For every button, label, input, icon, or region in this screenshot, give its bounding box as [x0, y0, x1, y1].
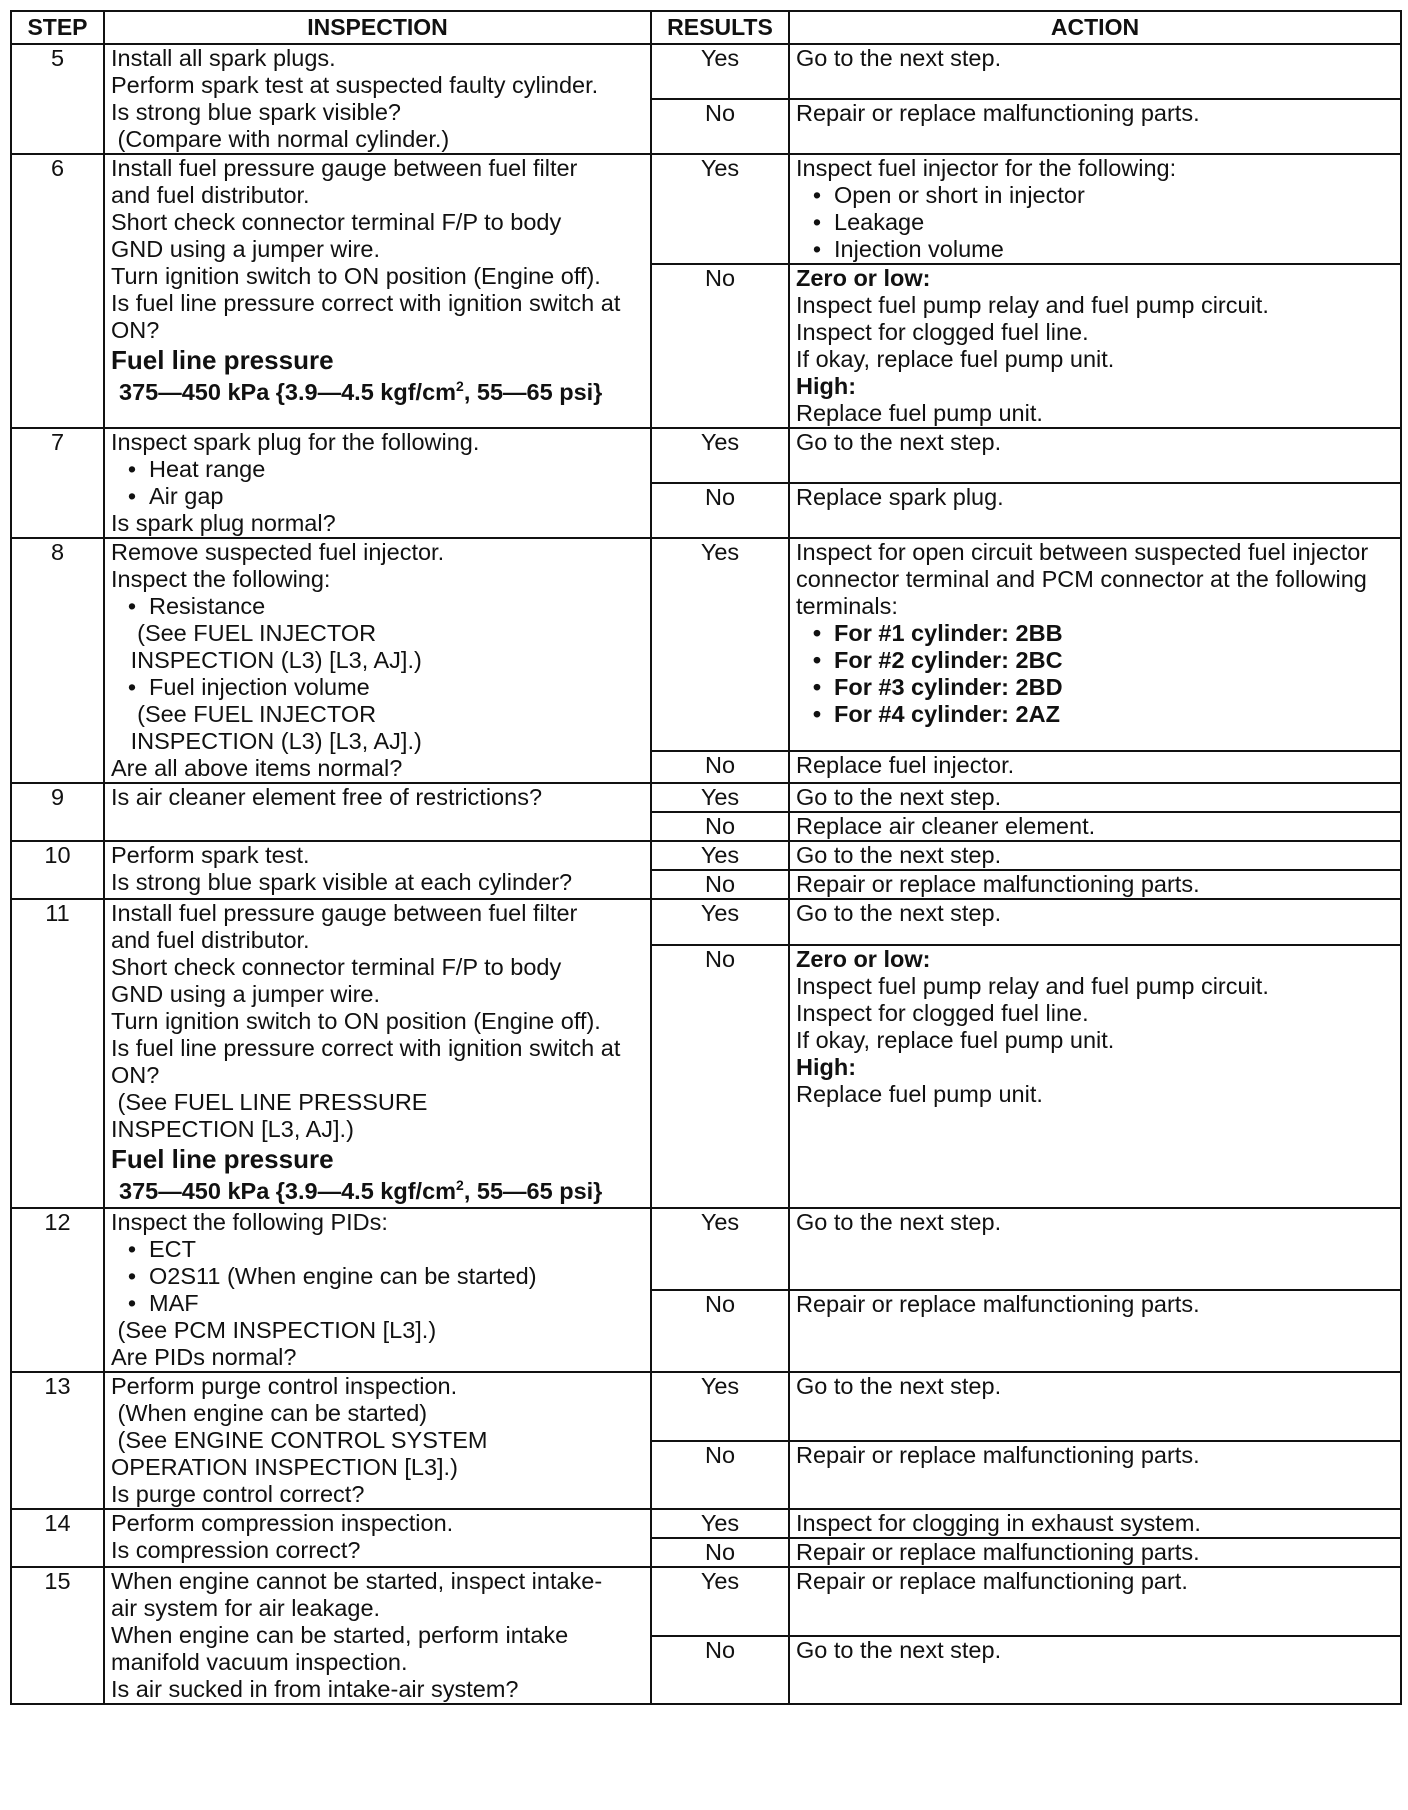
- action-no: [789, 1441, 1401, 1510]
- inspection-cell: [104, 1372, 651, 1509]
- text-line: Is strong blue spark visible at each cylinder?: [111, 869, 573, 895]
- text-line: (See FUEL INJECTOR: [111, 701, 377, 727]
- step-number: 7: [11, 428, 104, 538]
- action-no: [789, 870, 1401, 899]
- text-line: Inspect for open circuit between suspected fuel injector: [796, 539, 1369, 565]
- action-yes: [789, 1208, 1401, 1290]
- step-number: 5: [11, 44, 104, 154]
- text-line: Replace spark plug.: [796, 484, 1004, 510]
- bullet-item: • Heat range: [111, 456, 644, 483]
- text-line: Is spark plug normal?: [111, 510, 336, 536]
- step-number: 6: [11, 154, 104, 428]
- text-line: Are PIDs normal?: [111, 1344, 297, 1370]
- text-line: Is air cleaner element free of restrictions?: [111, 784, 543, 810]
- step-number: 9: [11, 783, 104, 841]
- text-line: Are all above items normal?: [111, 755, 403, 781]
- result-no: No: [651, 945, 789, 1208]
- step-number: 10: [11, 841, 104, 899]
- text-line: Replace fuel injector.: [796, 751, 1015, 778]
- text-line: Is air sucked in from intake-air system?: [111, 1676, 519, 1702]
- action-yes: [789, 428, 1401, 483]
- bullet-item: • For #2 cylinder: 2BC: [796, 647, 1394, 674]
- text-line: Perform spark test at suspected faulty cylinder.: [111, 72, 599, 98]
- text-line: Short check connector terminal F/P to body: [111, 954, 562, 980]
- inspection-cell: [104, 538, 651, 783]
- table-row: [11, 1372, 1401, 1441]
- result-yes: Yes: [651, 841, 789, 870]
- table-row: [11, 841, 1401, 870]
- text-line: Inspect the following:: [111, 566, 331, 592]
- text-line: Go to the next step.: [796, 429, 1002, 455]
- text-line: INSPECTION (L3) [L3, AJ].): [111, 647, 422, 673]
- subheading: Zero or low:: [796, 265, 931, 291]
- text-line: Repair or replace malfunctioning parts.: [796, 871, 1200, 897]
- text-line: Turn ignition switch to ON position (Engine off).: [111, 1008, 601, 1034]
- step-number: 8: [11, 538, 104, 783]
- text-line: Inspect fuel injector for the following:: [796, 155, 1177, 181]
- bullet-item: • For #1 cylinder: 2BB: [796, 620, 1394, 647]
- text-line: (Compare with normal cylinder.): [111, 126, 450, 152]
- table-row: [11, 783, 1401, 812]
- text-line: Is purge control correct?: [111, 1481, 365, 1507]
- text-line: Repair or replace malfunctioning parts.: [796, 1441, 1200, 1468]
- text-line: (See ENGINE CONTROL SYSTEM: [111, 1427, 488, 1453]
- result-yes: Yes: [651, 1509, 789, 1538]
- text-line: Perform compression inspection.: [111, 1510, 454, 1536]
- bullet-item: • Fuel injection volume: [111, 674, 644, 701]
- bullet-item: • Open or short in injector: [796, 182, 1394, 209]
- bullet-item: • Leakage: [796, 209, 1394, 236]
- pressure-spec: 375—450 kPa {3.9—4.5 kgf/$cm^2$, 55—65 psi}: [119, 1177, 603, 1204]
- action-no: [789, 264, 1401, 428]
- result-yes: Yes: [651, 1372, 789, 1441]
- inspection-cell: [104, 1208, 651, 1372]
- header-action: ACTION: [789, 11, 1401, 44]
- table-row: [11, 154, 1401, 264]
- result-no: No: [651, 870, 789, 899]
- bullet-item: • ECT: [111, 1236, 644, 1263]
- bullet-item: • MAF: [111, 1290, 644, 1317]
- action-yes: [789, 783, 1401, 812]
- inspection-cell: [104, 899, 651, 1208]
- text-line: Inspect for clogged fuel line.: [796, 319, 1089, 345]
- text-line: terminals:: [796, 593, 898, 619]
- text-line: Turn ignition switch to ON position (Engine off).: [111, 263, 601, 289]
- text-line: (See FUEL INJECTOR: [111, 620, 377, 646]
- text-line: Is compression correct?: [111, 1537, 361, 1563]
- table-header: [11, 11, 1401, 44]
- action-no: [789, 751, 1401, 783]
- bullet-item: • Injection volume: [796, 236, 1394, 263]
- text-line: INSPECTION [L3, AJ].): [111, 1116, 354, 1142]
- result-yes: Yes: [651, 44, 789, 99]
- step-number: 15: [11, 1567, 104, 1704]
- text-line: GND using a jumper wire.: [111, 236, 381, 262]
- action-no: [789, 483, 1401, 538]
- result-yes: Yes: [651, 899, 789, 945]
- spec-heading: Fuel line pressure: [111, 1144, 334, 1174]
- text-line: Install fuel pressure gauge between fuel filter: [111, 155, 578, 181]
- text-line: Repair or replace malfunctioning part.: [796, 1568, 1188, 1594]
- text-line: Go to the next step.: [796, 45, 1002, 71]
- text-line: ON?: [111, 317, 160, 343]
- text-line: OPERATION INSPECTION [L3].): [111, 1454, 458, 1480]
- text-line: Repair or replace malfunctioning parts.: [796, 1539, 1200, 1565]
- text-line: Inspect fuel pump relay and fuel pump circuit.: [796, 292, 1269, 318]
- result-no: No: [651, 264, 789, 428]
- text-line: and fuel distributor.: [111, 927, 310, 953]
- text-line: Go to the next step.: [796, 900, 1002, 926]
- table-row: [11, 538, 1401, 751]
- result-yes: Yes: [651, 783, 789, 812]
- action-no: [789, 1538, 1401, 1567]
- inspection-cell: [104, 1509, 651, 1567]
- inspection-cell: [104, 1567, 651, 1704]
- subheading: Zero or low:: [796, 946, 931, 973]
- inspection-cell: [104, 154, 651, 428]
- spec-heading: Fuel line pressure: [111, 345, 334, 375]
- text-line: Is strong blue spark visible?: [111, 99, 401, 125]
- text-line: Is fuel line pressure correct with ignition switch at: [111, 1035, 621, 1061]
- action-yes: [789, 154, 1401, 264]
- text-line: (When engine can be started): [111, 1400, 428, 1426]
- text-line: When engine cannot be started, inspect intake-: [111, 1568, 603, 1594]
- action-yes: [789, 841, 1401, 870]
- result-yes: Yes: [651, 538, 789, 751]
- text-line: Repair or replace malfunctioning parts.: [796, 100, 1200, 126]
- bullet-item: • For #4 cylinder: 2AZ: [796, 701, 1394, 728]
- text-line: Replace air cleaner element.: [796, 813, 1096, 839]
- text-line: Short check connector terminal F/P to body: [111, 209, 562, 235]
- text-line: Inspect for clogging in exhaust system.: [796, 1510, 1201, 1536]
- text-line: Go to the next step.: [796, 1636, 1002, 1663]
- result-yes: Yes: [651, 1567, 789, 1636]
- text-line: Repair or replace malfunctioning parts.: [796, 1291, 1200, 1317]
- text-line: (See FUEL LINE PRESSURE: [111, 1089, 428, 1115]
- step-number: 14: [11, 1509, 104, 1567]
- inspection-cell: [104, 841, 651, 899]
- action-no: [789, 1290, 1401, 1372]
- text-line: Go to the next step.: [796, 1209, 1002, 1235]
- result-no: No: [651, 751, 789, 783]
- table-row: [11, 1509, 1401, 1538]
- text-line: If okay, replace fuel pump unit.: [796, 1027, 1115, 1054]
- result-yes: Yes: [651, 428, 789, 483]
- text-line: Is fuel line pressure correct with ignition switch at: [111, 290, 621, 316]
- table-row: [11, 1208, 1401, 1290]
- subheading: High:: [796, 373, 857, 399]
- result-yes: Yes: [651, 1208, 789, 1290]
- bullet-item: • For #3 cylinder: 2BD: [796, 674, 1394, 701]
- step-number: 12: [11, 1208, 104, 1372]
- text-line: air system for air leakage.: [111, 1595, 381, 1621]
- text-line: Inspect fuel pump relay and fuel pump circuit.: [796, 973, 1269, 1000]
- result-no: No: [651, 483, 789, 538]
- inspection-cell: [104, 428, 651, 538]
- text-line: When engine can be started, perform intake: [111, 1622, 569, 1648]
- table-row: [11, 44, 1401, 99]
- text-line: Go to the next step.: [796, 784, 1002, 810]
- text-line: manifold vacuum inspection.: [111, 1649, 408, 1675]
- step-number: 11: [11, 899, 104, 1208]
- result-no: No: [651, 812, 789, 841]
- result-no: No: [651, 1636, 789, 1705]
- text-line: Inspect spark plug for the following.: [111, 429, 480, 455]
- text-line: Remove suspected fuel injector.: [111, 539, 445, 565]
- text-line: connector terminal and PCM connector at the following: [796, 566, 1367, 592]
- inspection-cell: [104, 44, 651, 154]
- text-line: Go to the next step.: [796, 1373, 1002, 1399]
- pressure-spec: 375—450 kPa {3.9—4.5 kgf/$cm^2$, 55—65 psi}: [119, 378, 603, 405]
- text-line: If okay, replace fuel pump unit.: [796, 346, 1115, 372]
- table-row: [11, 1567, 1401, 1636]
- table-body: [11, 44, 1401, 1704]
- action-yes: [789, 1509, 1401, 1538]
- action-no: [789, 812, 1401, 841]
- header-step: STEP: [11, 11, 104, 44]
- action-yes: [789, 538, 1401, 751]
- result-yes: Yes: [651, 154, 789, 264]
- result-no: No: [651, 1538, 789, 1567]
- header-results: RESULTS: [651, 11, 789, 44]
- inspection-cell: [104, 783, 651, 841]
- subheading: High:: [796, 1054, 857, 1081]
- text-line: Perform spark test.: [111, 842, 310, 868]
- text-line: Perform purge control inspection.: [111, 1373, 458, 1399]
- bullet-item: • Air gap: [111, 483, 644, 510]
- result-no: No: [651, 1290, 789, 1372]
- text-line: Install all spark plugs.: [111, 45, 336, 71]
- action-no: [789, 945, 1401, 1208]
- bullet-item: • Resistance: [111, 593, 644, 620]
- text-line: GND using a jumper wire.: [111, 981, 381, 1007]
- bullet-item: • O2S11 (When engine can be started): [111, 1263, 644, 1290]
- troubleshooting-document: [10, 10, 1400, 1705]
- diagnostic-table: [10, 10, 1402, 1705]
- table-row: [11, 428, 1401, 483]
- result-no: No: [651, 99, 789, 154]
- action-no: [789, 1636, 1401, 1705]
- text-line: Inspect the following PIDs:: [111, 1209, 388, 1235]
- action-yes: [789, 44, 1401, 99]
- text-line: and fuel distributor.: [111, 182, 310, 208]
- action-yes: [789, 1567, 1401, 1636]
- action-yes: [789, 899, 1401, 945]
- text-line: (See PCM INSPECTION [L3].): [111, 1317, 437, 1343]
- text-line: INSPECTION (L3) [L3, AJ].): [111, 728, 422, 754]
- text-line: ON?: [111, 1062, 160, 1088]
- text-line: Inspect for clogged fuel line.: [796, 1000, 1089, 1027]
- result-no: No: [651, 1441, 789, 1510]
- action-yes: [789, 1372, 1401, 1441]
- text-line: Install fuel pressure gauge between fuel filter: [111, 900, 578, 926]
- text-line: Replace fuel pump unit.: [796, 400, 1043, 426]
- text-line: Go to the next step.: [796, 842, 1002, 868]
- text-line: Replace fuel pump unit.: [796, 1081, 1043, 1108]
- step-number: 13: [11, 1372, 104, 1509]
- header-inspection: INSPECTION: [104, 11, 651, 44]
- table-row: [11, 899, 1401, 945]
- action-no: [789, 99, 1401, 154]
